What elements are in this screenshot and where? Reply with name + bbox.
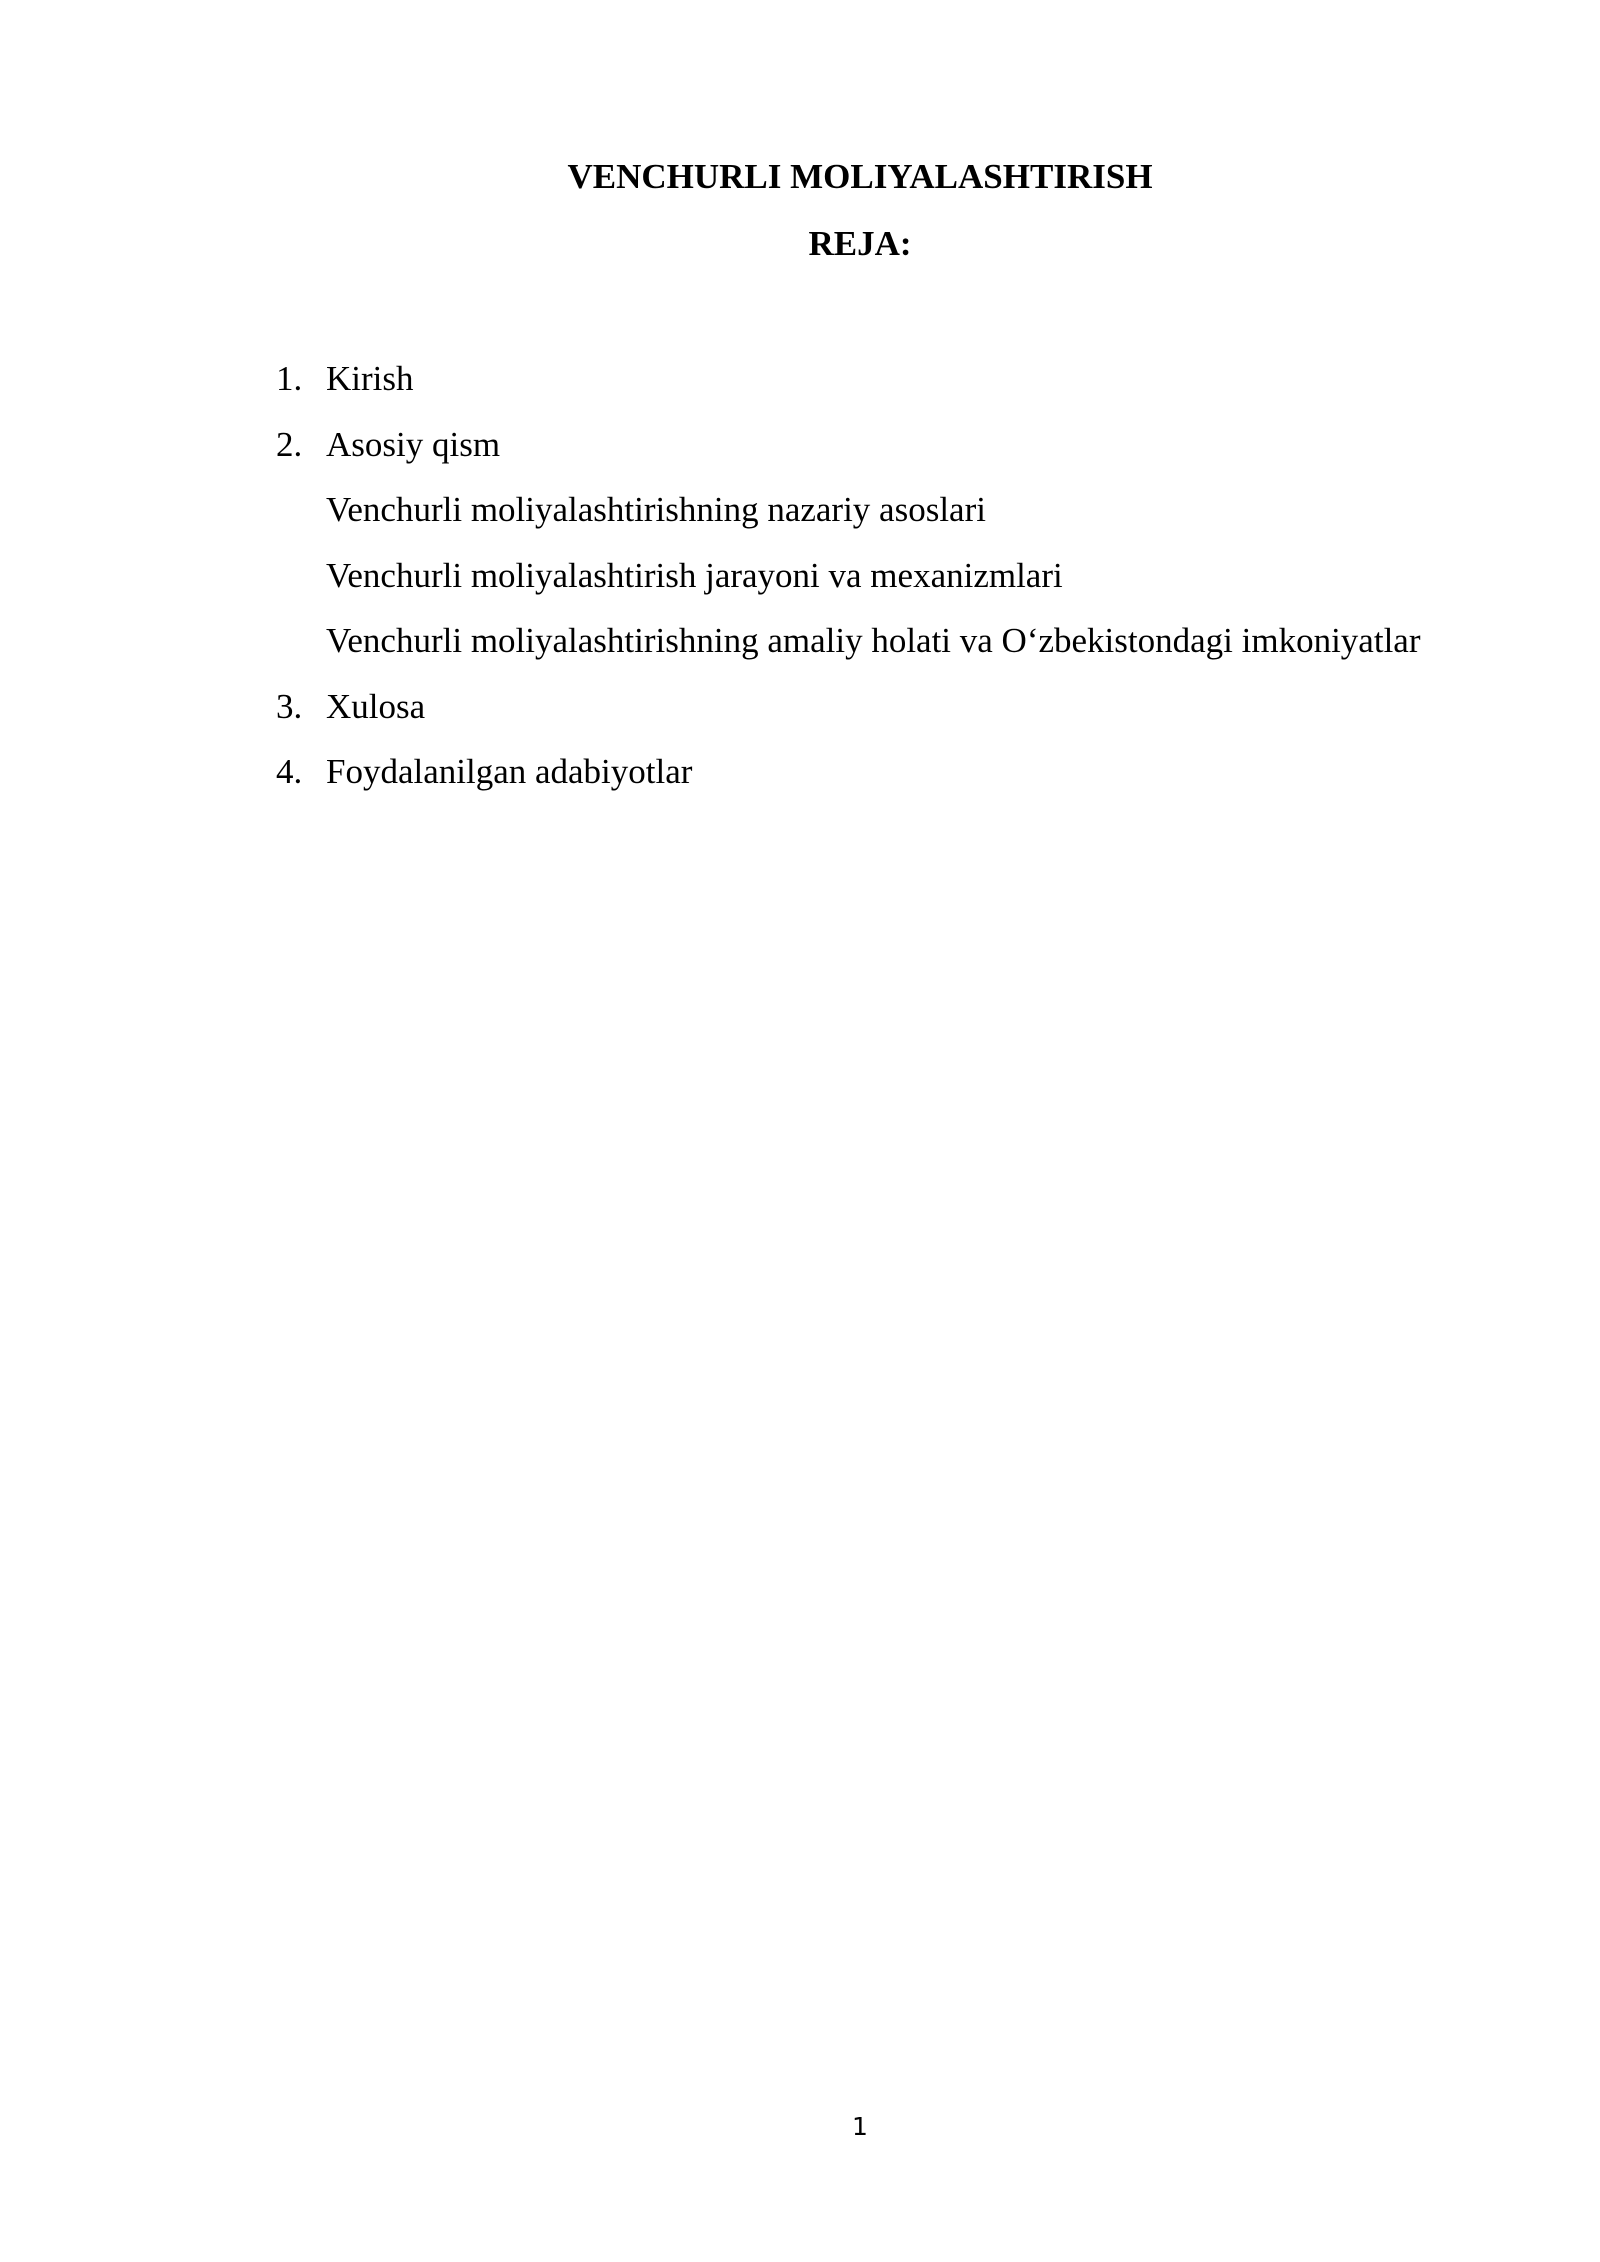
- plan-item: [276, 346, 1490, 412]
- plan-subsection: Venchurli moliyalashtirish jarayoni va mexanizmlari: [326, 555, 1063, 595]
- plan-item-label: Kirish: [326, 359, 414, 398]
- plan-item-label: Foydalanilgan adabiyotlar: [326, 752, 693, 791]
- document-title: VENCHURLI MOLIYALASHTIRISH: [567, 157, 1153, 196]
- plan-subsection: Venchurli moliyalashtirishning nazariy asoslari: [326, 490, 986, 529]
- plan-list: [276, 346, 1490, 805]
- plan-subsection: Venchurli moliyalashtirishning amaliy holati va O‘zbekistondagi imkoniyatlar: [326, 621, 1421, 660]
- plan-item: [276, 412, 1490, 478]
- plan-item-number: 4.: [276, 752, 303, 791]
- plan-item: [276, 674, 1490, 740]
- page-number: 1: [852, 2112, 868, 2141]
- plan-item-number: 1.: [276, 359, 303, 398]
- plan-item: [276, 739, 1490, 805]
- plan-item-number: 3.: [276, 686, 303, 726]
- plan-item-number: 2.: [276, 424, 303, 464]
- plan-heading: REJA:: [808, 224, 912, 263]
- plan-item-label: Xulosa: [326, 686, 426, 726]
- plan-item-label: Asosiy qism: [326, 424, 501, 464]
